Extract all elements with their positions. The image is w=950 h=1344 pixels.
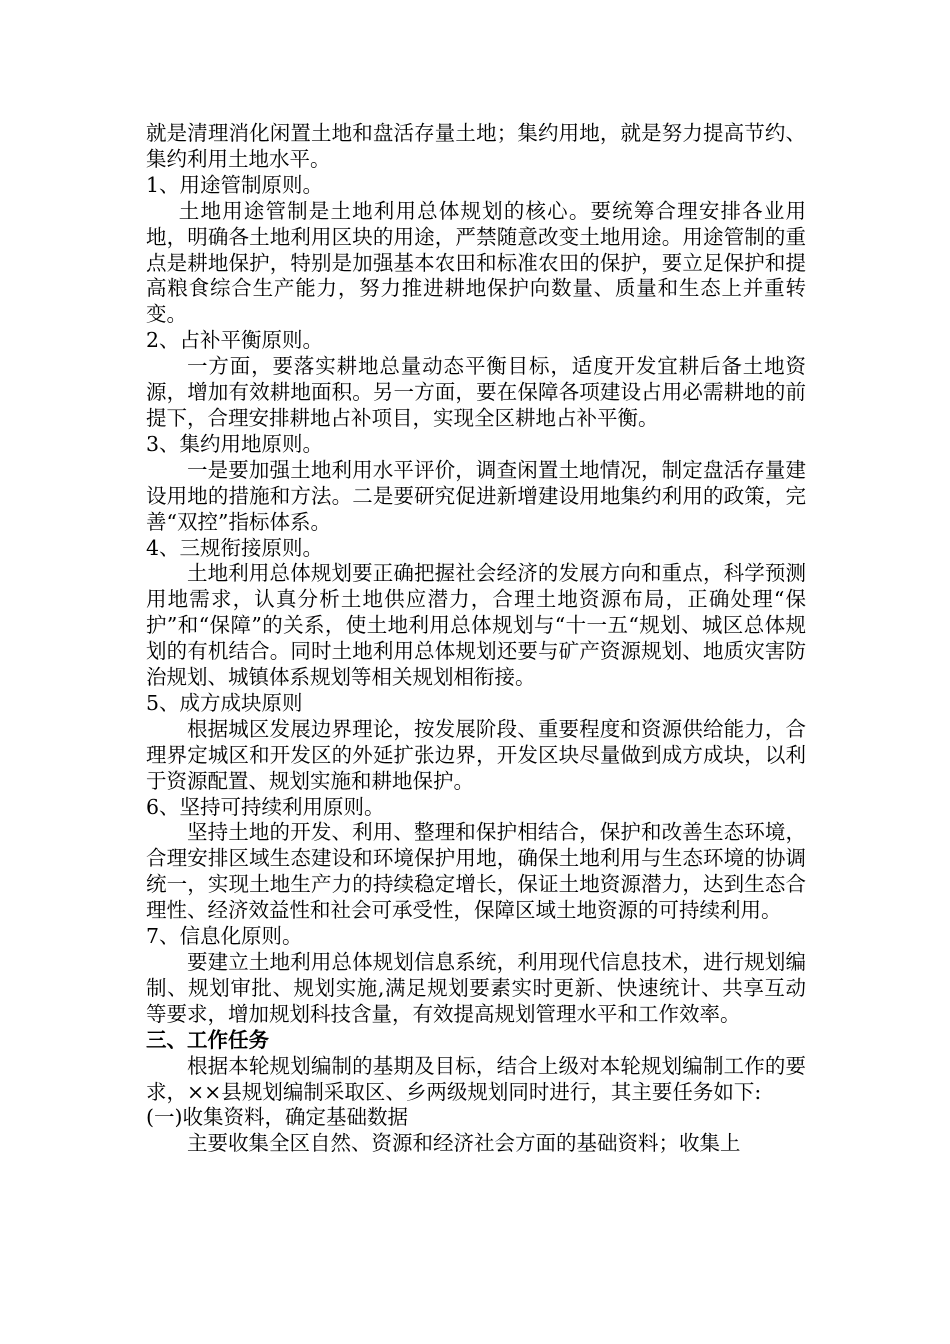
heading-principle-6: 6、坚持可持续利用原则。 <box>146 794 385 819</box>
subheading-collect-data: (一)收集资料，确定基础数据 <box>146 1105 408 1130</box>
paragraph-intro: 就是清理消化闲置土地和盘活存量土地；集约用地，就是努力提高节约、集约利用土地水平。 <box>146 121 806 171</box>
heading-principle-5: 5、成方成块原则 <box>146 690 303 715</box>
paragraph-principle-3: 一是要加强土地利用水平评价，调查闲置土地情况，制定盘活存量建设用地的措施和方法。二是要研究促进新增建设用地集约利用的政策，完善“双控”指标体系。 <box>146 457 806 534</box>
section-heading-tasks: 三、工作任务 <box>146 1027 269 1052</box>
paragraph-principle-4: 土地利用总体规划要正确把握社会经济的发展方向和重点，科学预测用地需求，认真分析土地供应潜力，合理土地资源布局，正确处理“保护”和“保障”的关系，使土地利用总体规划与“十一五“规划、城区总体规划的有机结合。同时土地利用总体规划还要与矿产资源规划、地质灾害防治规划、城镇体系规划等相关规划相衔接。 <box>146 561 806 690</box>
paragraph-principle-6: 坚持土地的开发、利用、整理和保护相结合，保护和改善生态环境，合理安排区域生态建设和环境保护用地，确保土地利用与生态环境的协调统一，实现土地生产力的持续稳定增长，保证土地资源潜力，达到生态合理性、经济效益性和社会可承受性，保障区域土地资源的可持续利用。 <box>146 820 806 923</box>
paragraph-principle-2: 一方面，要落实耕地总量动态平衡目标，适度开发宜耕后备土地资源，增加有效耕地面积。另一方面，要在保障各项建设占用必需耕地的前提下，合理安排耕地占补项目，实现全区耕地占补平衡。 <box>146 354 806 430</box>
heading-principle-7: 7、信息化原则。 <box>146 924 303 949</box>
paragraph-principle-1: 土地用途管制是土地利用总体规划的核心。要统筹合理安排各业用地，明确各土地利用区块的用途，严禁随意改变土地用途。用途管制的重点是耕地保护，特别是加强基本农田和标准农田的保护，要立足保护和提高粮食综合生产能力，努力推进耕地保护向数量、质量和生态上并重转变。 <box>146 198 806 327</box>
paragraph-principle-7: 要建立土地利用总体规划信息系统，利用现代信息技术，进行规划编制、规划审批、规划实施,满足规划要素实时更新、快速统计、共享互动等要求，增加规划科技含量，有效提高规划管理水平和工作效率。 <box>146 950 806 1026</box>
paragraph-tasks: 根据本轮规划编制的基期及目标，结合上级对本轮规划编制工作的要求，××县规划编制采取区、乡两级规划同时进行，其主要任务如下: <box>146 1053 806 1104</box>
heading-principle-1: 1、用途管制原则。 <box>146 172 324 197</box>
document-page <box>146 121 806 1157</box>
paragraph-principle-5: 根据城区发展边界理论，按发展阶段、重要程度和资源供给能力，合理界定城区和开发区的外延扩张边界，开发区块尽量做到成方成块，以利于资源配置、规划实施和耕地保护。 <box>146 716 806 793</box>
heading-principle-2: 2、占补平衡原则。 <box>146 328 324 353</box>
heading-principle-4: 4、三规衔接原则。 <box>146 535 324 560</box>
heading-principle-3: 3、集约用地原则。 <box>146 431 324 456</box>
paragraph-collect-data: 主要收集全区自然、资源和经济社会方面的基础资料；收集上 <box>187 1131 741 1156</box>
